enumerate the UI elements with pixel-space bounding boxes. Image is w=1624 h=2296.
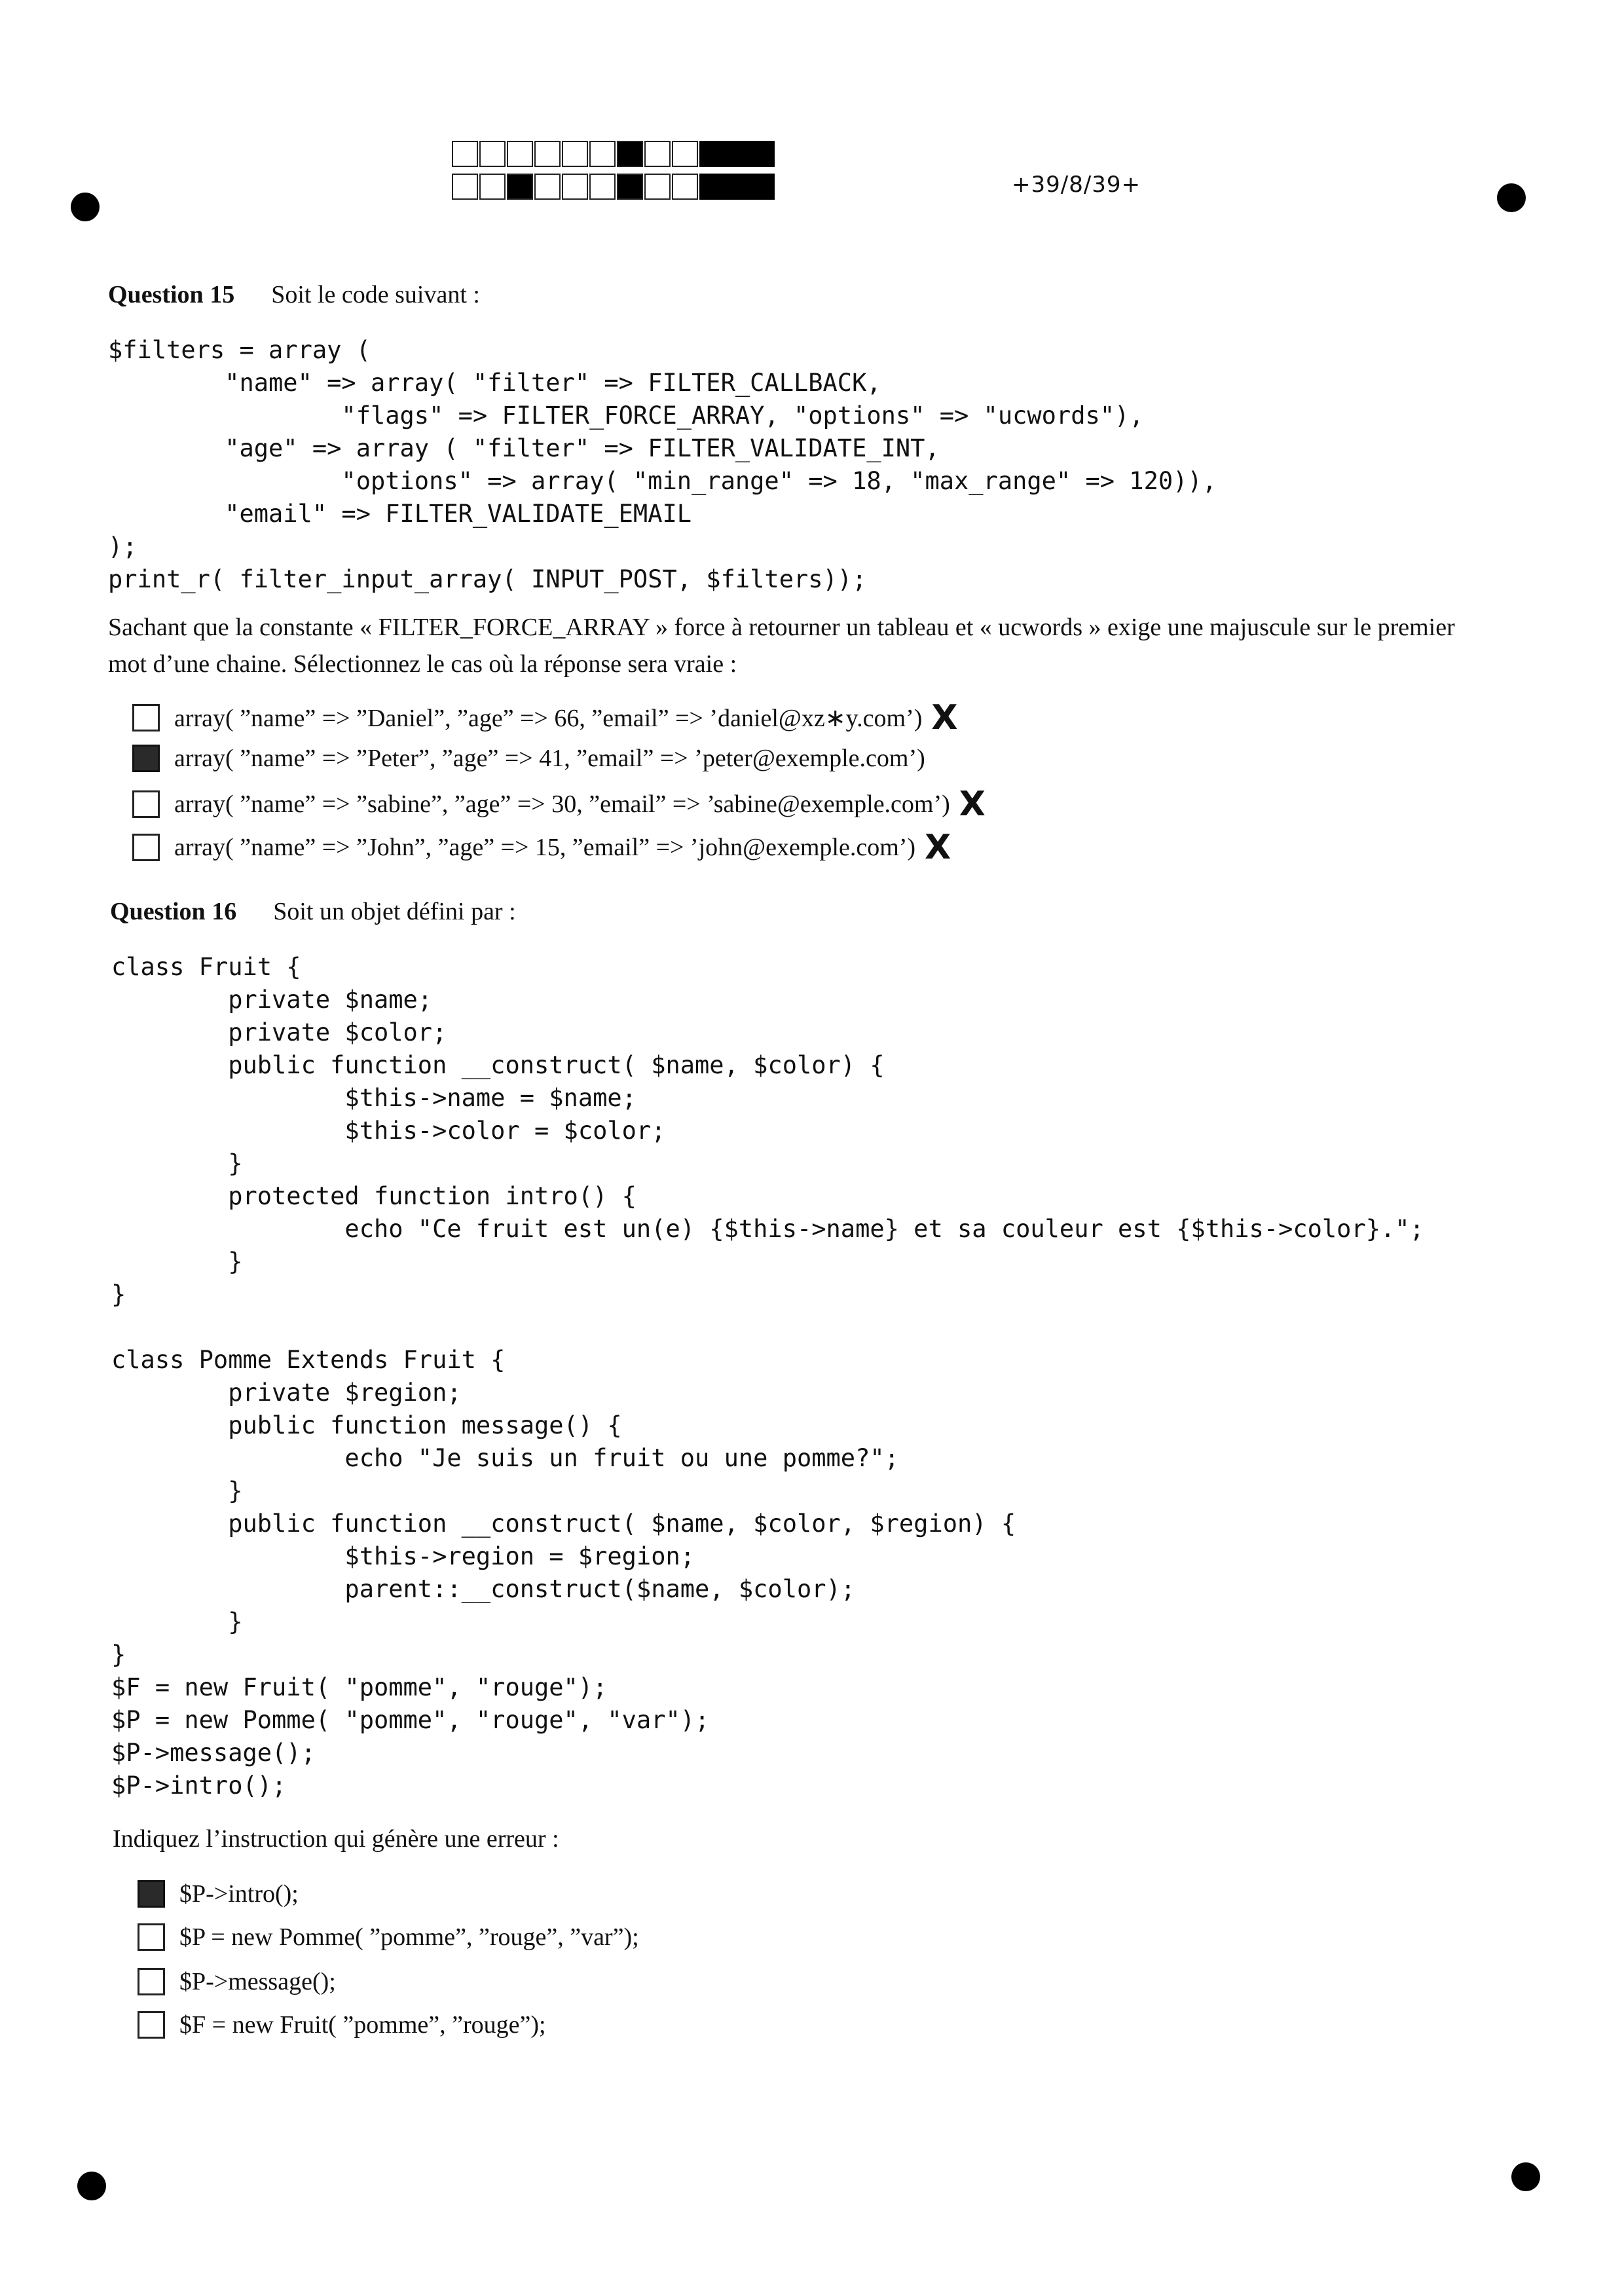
option-text: array( ”name” => ”Peter”, ”age” => 41, ”email” => ’peter@exemple.com’) — [174, 745, 925, 772]
q16-option-3[interactable] — [138, 1967, 336, 1996]
question-prompt: Soit le code suivant : — [271, 281, 480, 308]
option-text: $P = new Pomme( ”pomme”, ”rouge”, ”var”); — [179, 1923, 639, 1951]
barcode-row-1 — [452, 141, 775, 167]
question-16-text: Indiquez l’instruction qui génère une erreur : — [113, 1825, 559, 1853]
barcode-cell — [452, 174, 478, 200]
barcode-cell — [617, 174, 643, 200]
barcode-cell — [479, 174, 506, 200]
checkbox-checked[interactable] — [138, 1880, 165, 1908]
checkbox[interactable] — [132, 834, 160, 861]
barcode-cell — [589, 141, 616, 167]
option-text: array( ”name” => ”sabine”, ”age” => 30, ”email” => ’sabine@exemple.com’) — [174, 790, 950, 818]
barcode-cell — [562, 174, 588, 200]
question-15-heading — [108, 280, 480, 309]
checkbox[interactable] — [138, 2011, 165, 2039]
barcode-cell — [617, 141, 643, 167]
checkbox[interactable] — [132, 704, 160, 731]
option-text: $P->intro(); — [179, 1880, 299, 1908]
barcode-cell — [452, 141, 478, 167]
barcode-cell — [562, 141, 588, 167]
question-16-code: class Fruit { private $name; private $color; public function __construct( $name, $color) { $this->name = $name; $this->color = $color; } protected function intro() { echo "Ce fruit est un(e) {$this->name} et sa couleur est {$this->color}."; } } class Pomme Extends Fruit { private $region; public function message() { echo "Je suis un fruit ou une pomme?"; } public function __construct( $name, $color, $region) { $this->region = $region; parent::__construct($name, $color); } } $F = new Fruit( "pomme", "rouge"); $P = new Pomme( "pomme", "rouge", "var"); $P->message(); $P->intro(); — [111, 953, 1424, 1800]
q16-option-2[interactable] — [138, 1923, 639, 1952]
q15-option-4[interactable] — [132, 828, 951, 867]
question-prompt: Soit un objet défini par : — [273, 898, 516, 925]
registration-dot-top-left — [71, 193, 100, 221]
barcode-cell — [672, 174, 698, 200]
barcode-block — [699, 141, 775, 167]
q15-option-1[interactable] — [132, 698, 958, 737]
option-text: array( ”name” => ”Daniel”, ”age” => 66, ”email” => ’daniel@xz∗y.com’) — [174, 704, 923, 732]
question-15-code: $filters = array ( "name" => array( "filter" => FILTER_CALLBACK, "flags" => FILTER_FORCE_ARRAY, "options" => "ucwords"), "age" => array ( "filter" => FILTER_VALIDATE_INT, "options" => array( "min_range" => 18, "max_range" => 120)), "email" => FILTER_VALIDATE_EMAIL ); print_r( filter_input_array( INPUT_POST, $filters)); — [108, 336, 1217, 593]
barcode-cell — [534, 174, 561, 200]
question-15-text: Sachant que la constante « FILTER_FORCE_ARRAY » force à retourner un tableau et « ucwords » exige une majuscule sur le premier mot d’une chaine. Sélectionnez le cas où la réponse sera vraie : — [108, 614, 1455, 678]
question-16-heading — [110, 897, 516, 926]
barcode-block — [699, 174, 775, 200]
handwritten-x-mark: X — [931, 698, 958, 737]
registration-dot-bottom-left — [77, 2172, 106, 2200]
registration-dot-bottom-right — [1511, 2162, 1540, 2191]
barcode-cell — [507, 174, 533, 200]
option-text: $P->message(); — [179, 1968, 336, 1995]
handwritten-x-mark: X — [925, 828, 951, 867]
handwritten-x-mark: X — [959, 785, 986, 824]
barcode-cell — [507, 141, 533, 167]
checkbox[interactable] — [138, 1923, 165, 1951]
page-id: +39/8/39+ — [1012, 172, 1141, 198]
q16-option-4[interactable] — [138, 2010, 546, 2039]
q15-option-2[interactable] — [132, 744, 934, 773]
barcode-cell — [589, 174, 616, 200]
checkbox-checked[interactable] — [132, 745, 160, 772]
barcode-cell — [644, 174, 671, 200]
q16-option-1[interactable] — [138, 1879, 299, 1908]
q15-option-3[interactable] — [132, 785, 986, 824]
option-text: $F = new Fruit( ”pomme”, ”rouge”); — [179, 2011, 546, 2039]
checkbox[interactable] — [132, 790, 160, 818]
barcode-cell — [479, 141, 506, 167]
barcode-row-2 — [452, 174, 775, 200]
barcode-cell — [644, 141, 671, 167]
registration-dot-top-right — [1497, 183, 1526, 212]
barcode-cell — [672, 141, 698, 167]
question-label: Question 15 — [108, 281, 235, 308]
question-label: Question 16 — [110, 898, 237, 925]
barcode-cell — [534, 141, 561, 167]
checkbox[interactable] — [138, 1968, 165, 1995]
option-text: array( ”name” => ”John”, ”age” => 15, ”email” => ’john@exemple.com’) — [174, 834, 916, 861]
